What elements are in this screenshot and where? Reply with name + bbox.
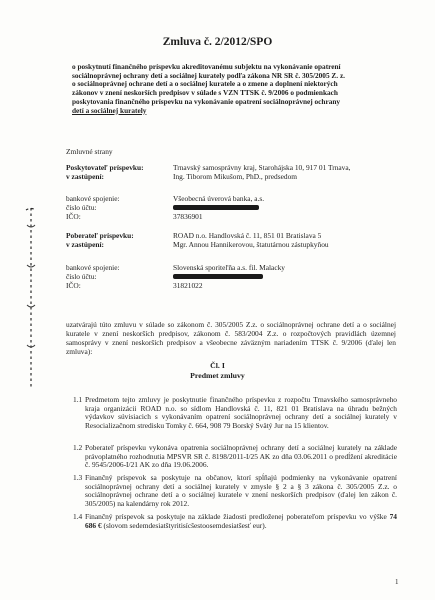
item-text: Predmetom tejto zmluvy je poskytnutie finančného príspevku z rozpočtu Trnavského samosprávneho kraja organizácii ROAD n.o. so sídlom Handlovská č. 11, 821 01 Bratislava na úhradu bežných výdavkov súvisiacich s vykonávaním opatrení sociálnoprávnej ochrany detí a sociálnej kurately v Resocializačnom stredisku Tomky č. 664, 908 79 Borský Svätý Jur na 15 klientov. [85, 395, 397, 431]
list-item [73, 473, 397, 509]
provider-representative: Ing. Tiborom Mikušom, PhD., predsedom [173, 172, 298, 181]
item-number: 1.2 [73, 443, 83, 452]
intro-line: poskytovania finančného príspevku na vykonávanie opatrení sociálnoprávnej ochrany [72, 96, 341, 106]
provider-ico-label: IČO: [66, 212, 81, 221]
recipient-label: Poberateľ príspevku: [66, 231, 134, 240]
item-text: Poberateľ príspevku vykonáva opatrenia sociálnoprávnej ochrany detí a sociálnej kurately na základe právoplatného rozhodnutia MPSVR SR č. 8198/2011-I/25 AK zo dňa 03.06.2011 o predĺžení akreditácie č. 9545/2006-I/21 AK zo dňa 19.06.2006. [85, 443, 397, 470]
recipient-bank-label: bankové spojenie: [66, 263, 120, 272]
recipient-ico-label: IČO: [66, 281, 81, 290]
item-number: 1.4 [73, 512, 83, 521]
contribution-amount: 74 686 € [85, 512, 397, 530]
item-text: Finančný príspevok sa poskytuje na občanov, ktorí spĺňajú podmienky na vykonávanie opatrení sociálnoprávnej ochrany detí a sociálnej kurately v zmysle § 2 a § 3 zákona č. 305/2005 Z.z. o sociálnoprávnej ochrane detí a o sociálnej kuratele v znení neskorších predpisov (ďalej len zákon č. 305/2005) na kalendárny rok 2012. [85, 473, 397, 509]
intro-line: o poskytnutí finančného príspevku akreditovanému subjektu na vykonávanie opatrení [72, 62, 341, 71]
article-title: Predmet zmluvy [190, 371, 245, 380]
intro-line: zákonov v znení neskorších predpisov v súlade s VZN TTSK č. 9/2006 o podmienkach [72, 88, 338, 98]
item-number: 1.3 [73, 473, 83, 482]
item-text-after: (slovom sedemdesiatštyritisícšestoosemdesiatšesť eur). [101, 520, 267, 530]
contract-subtitle [72, 63, 398, 115]
item-text-before: Finančný príspevok sa poskytuje na základe žiadosti predloženej poberateľom príspevku vo výške [85, 512, 390, 521]
intro-line: sociálnoprávnej ochrany detí a sociálnej kurately podľa zákona NR SR č. 305/2005 Z. z. [72, 70, 346, 80]
provider-label: Poskytovateľ príspevku: [66, 163, 144, 172]
provider-bank-label: bankové spojenie: [66, 194, 120, 203]
contract-title: Zmluva č. 2/2012/SPO [162, 36, 273, 48]
recipient-ico-value: 31821022 [173, 281, 203, 290]
recipient-bank-value: Slovenská sporiteľňa a.s. fil. Malacky [173, 263, 285, 272]
recipient-representative-label: v zastúpení: [66, 240, 104, 249]
parties-heading: Zmluvné strany [66, 147, 113, 156]
agreement-paragraph: uzatvárajú túto zmluvu v súlade so zákonom č. 305/2005 Z.z. o sociálnoprávnej ochrane detí a o sociálnej kuratele v znení neskorších predpisov, zákonom č. 583/2004 Z.z. o rozpočtových pravidlách územnej samosprávy v znení neskorších predpisov a všeobecne záväzným nariadením TTSK č. 9/2006 (ďalej len zmluva): [66, 320, 396, 356]
list-item [73, 395, 397, 431]
item-number: 1.1 [73, 395, 83, 404]
recipient-account-redaction [173, 274, 263, 279]
provider-representative-label: v zastúpení: [66, 172, 104, 181]
provider-bank-value: Všeobecná úverová banka, a.s. [173, 194, 265, 203]
list-item [73, 512, 397, 530]
intro-line: o sociálnoprávnej ochrane detí a o sociálnej kuratele a o zmene a doplnení niektorých [72, 79, 338, 89]
recipient-representative: Mgr. Annou Hannikerovou, štatutárnou zástupkyňou [173, 240, 329, 249]
recipient-account-label: číslo účtu: [66, 272, 97, 281]
binding-string-graphic [24, 205, 38, 390]
page-number: 1 [395, 578, 399, 586]
article-number: Čl. I [210, 361, 225, 370]
intro-line: detí a sociálnej kurately [72, 105, 147, 115]
recipient-name: ROAD n.o. Handlovská č. 11, 851 01 Bratislava 5 [173, 231, 322, 240]
provider-name: Trnavský samosprávny kraj, Starohájska 10, 917 01 Trnava, [173, 163, 351, 172]
provider-ico-value: 37836901 [173, 212, 203, 221]
list-item [73, 443, 397, 470]
provider-account-redaction [173, 205, 259, 210]
provider-account-label: číslo účtu: [66, 203, 97, 212]
